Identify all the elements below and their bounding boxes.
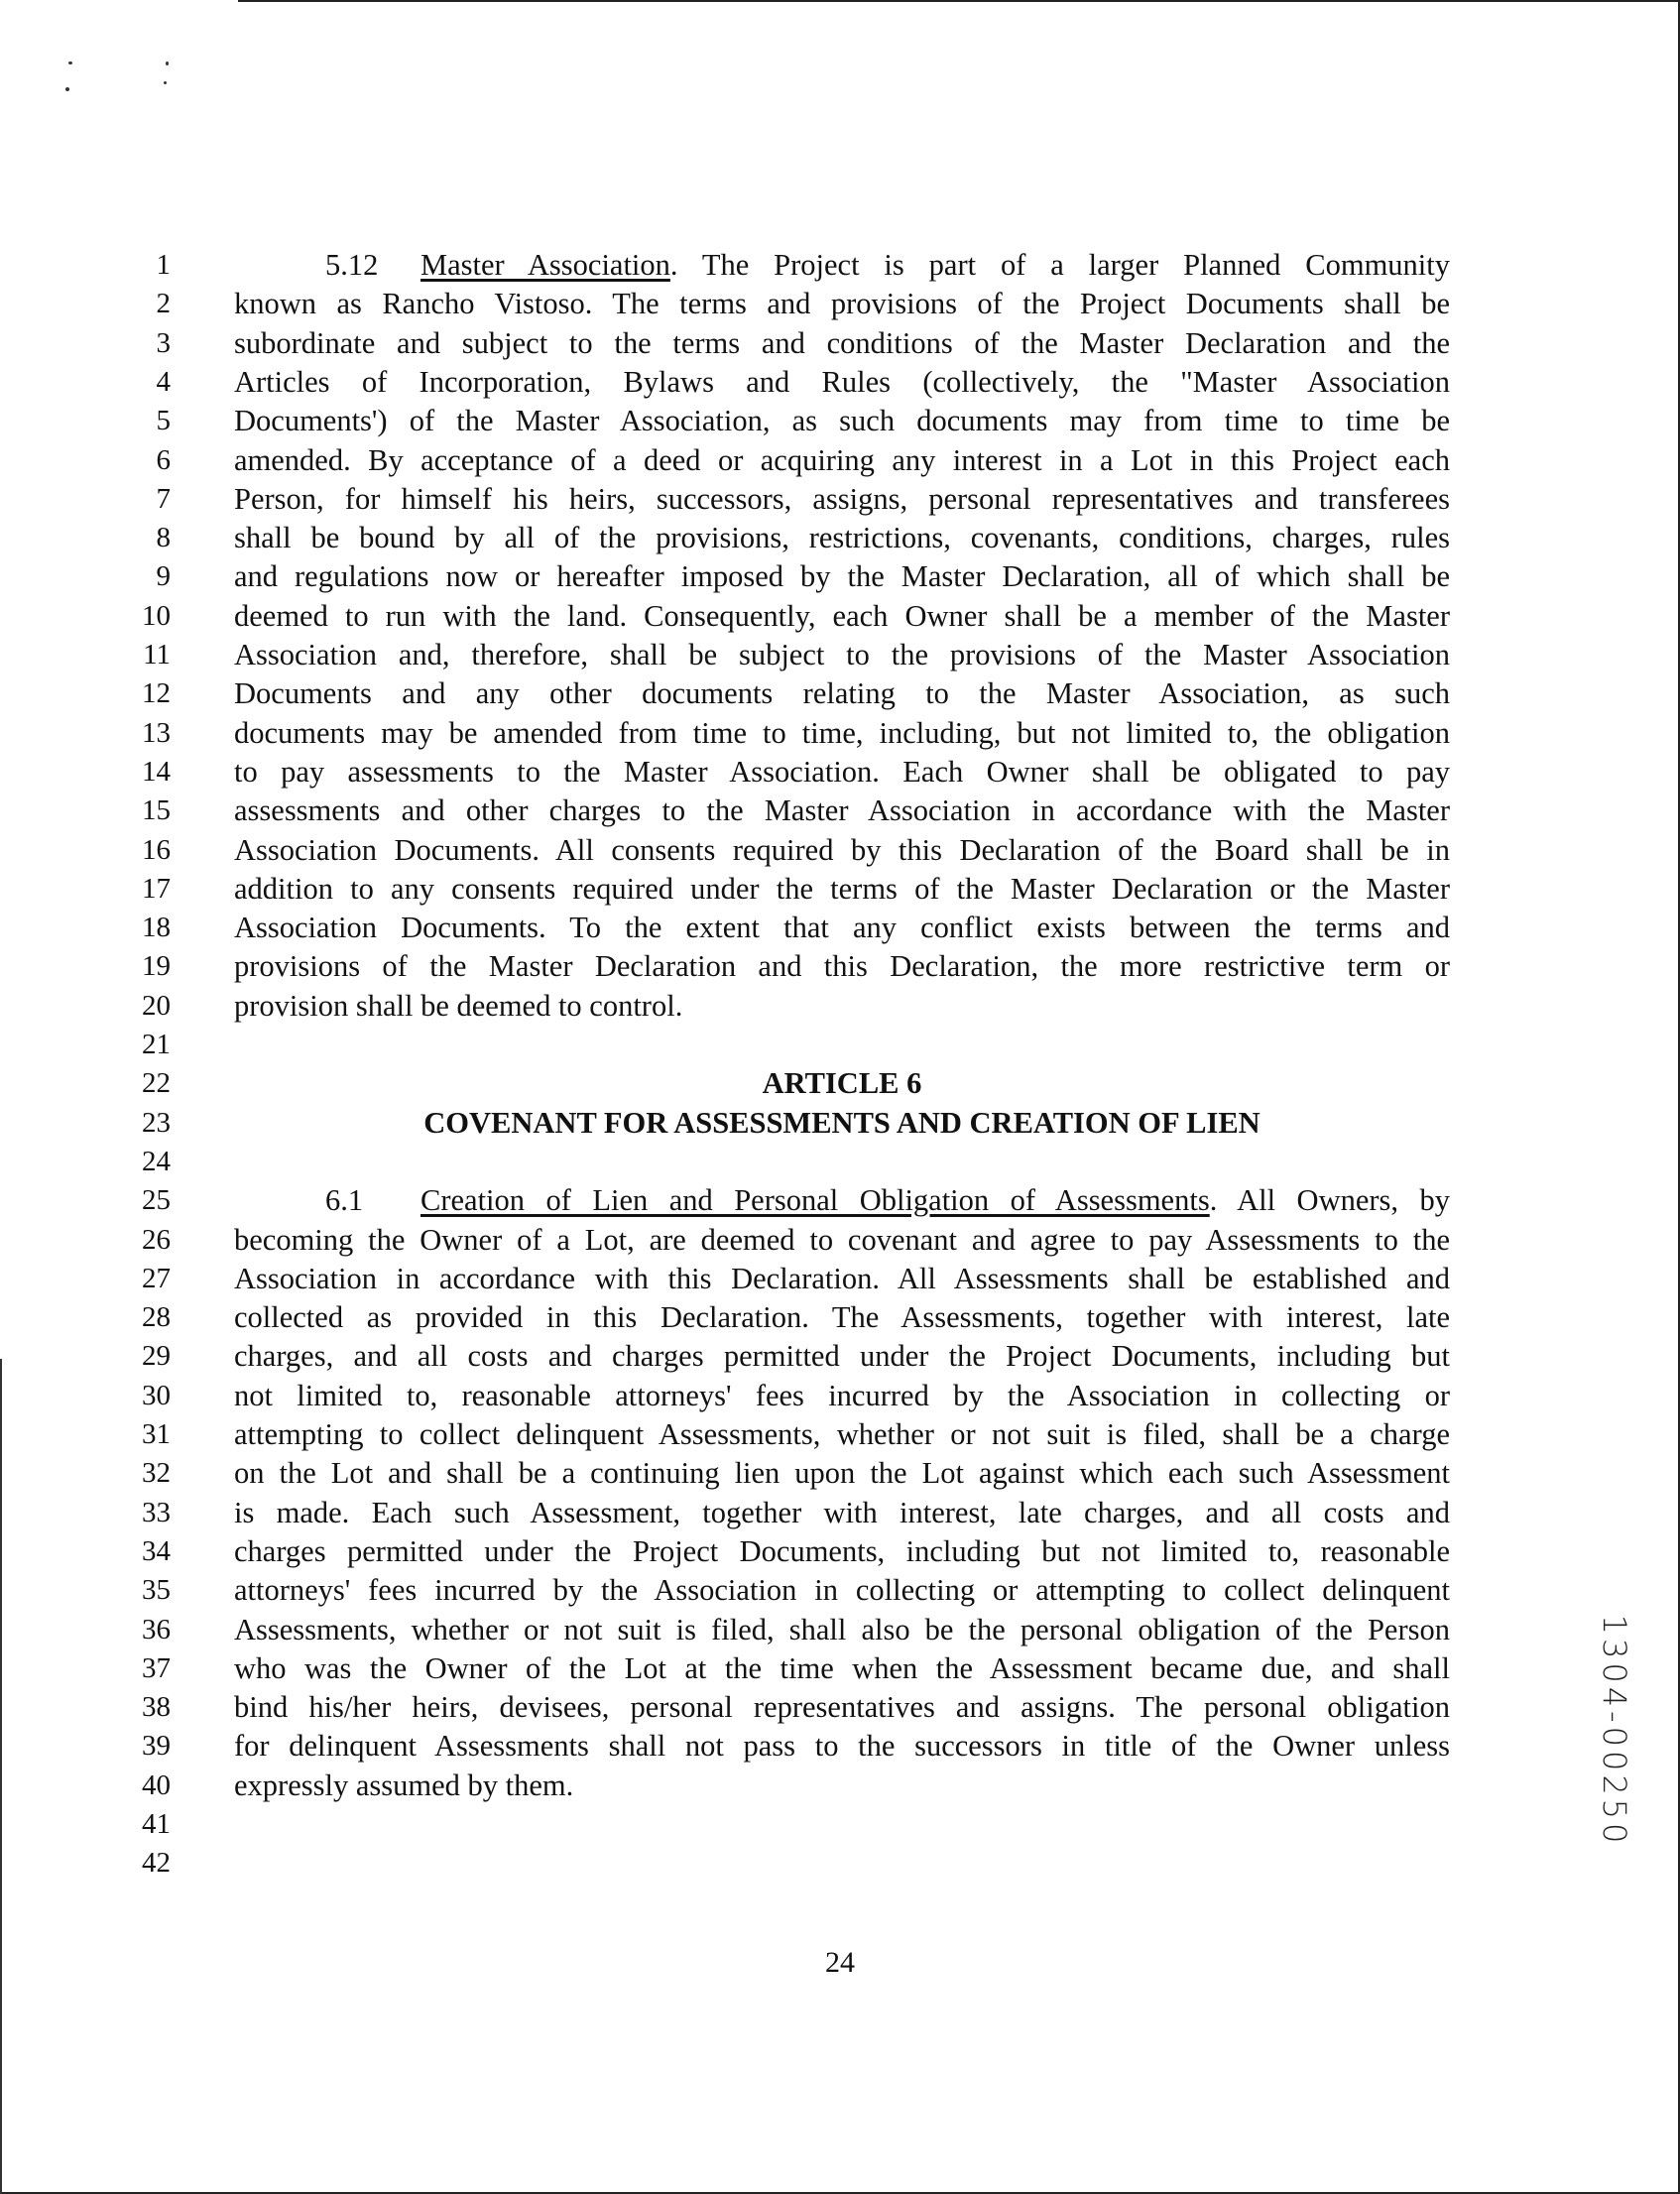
paragraph-line: attorneys' fees incurred by the Association in collecting or attempting to collect delinquent	[234, 1573, 1450, 1608]
paragraph-line: charges, and all costs and charges permitted under the Project Documents, including but	[234, 1339, 1450, 1374]
line-number: 2	[156, 288, 171, 320]
line-number: 17	[142, 872, 171, 905]
paragraph-line: Association Documents. All consents required by this Declaration of the Board shall be in	[234, 832, 1450, 867]
paragraph-line: collected as provided in this Declaration. The Assessments, together with interest, late	[234, 1300, 1450, 1335]
document-line	[0, 830, 1680, 870]
scan-speck	[164, 81, 167, 84]
document-line	[0, 1297, 1680, 1337]
line-number: 40	[142, 1768, 171, 1801]
recording-stamp	[1595, 1597, 1634, 1865]
line-number: 38	[142, 1691, 171, 1724]
document-line	[0, 946, 1680, 986]
recording-stamp-text: 1304-00250	[1596, 1614, 1633, 1848]
line-number: 23	[142, 1106, 171, 1139]
paragraph-line: Association in accordance with this Declaration. All Assessments shall be established and	[234, 1261, 1450, 1295]
document-line	[0, 1063, 1680, 1103]
paragraph-line: deemed to run with the land. Consequently, each Owner shall be a member of the Master	[234, 598, 1450, 633]
paragraph-line: documents may be amended from time to time, including, but not limited to, the obligation	[234, 715, 1450, 750]
line-number: 42	[142, 1847, 171, 1880]
paragraph-line: charges permitted under the Project Documents, including but not limited to, reasonable	[234, 1533, 1450, 1568]
line-number: 26	[142, 1223, 171, 1256]
line-number: 15	[142, 794, 171, 827]
paragraph-line: to pay assessments to the Master Association. Each Owner shall be obligated to pay	[234, 754, 1450, 789]
document-line	[0, 1180, 1680, 1220]
line-number: 36	[142, 1613, 171, 1646]
document-line	[0, 1259, 1680, 1298]
scan-speck	[68, 61, 72, 64]
section-text: . All Owners, by	[1209, 1183, 1450, 1218]
line-number: 31	[142, 1418, 171, 1450]
line-number: 11	[143, 639, 171, 670]
line-number: 30	[142, 1379, 171, 1411]
article-title: COVENANT FOR ASSESSMENTS AND CREATION OF LIEN	[423, 1105, 1260, 1140]
paragraph-line: Documents') of the Master Association, as such documents may from time to time be	[234, 404, 1450, 438]
document-line	[0, 1610, 1680, 1649]
paragraph-line: for delinquent Assessments shall not pass to the successors in title of the Owner unless	[234, 1729, 1450, 1764]
article-label: ARTICLE 6	[762, 1066, 922, 1101]
line-number: 14	[142, 755, 171, 788]
paragraph-line	[325, 1180, 1450, 1220]
paragraph-line: attempting to collect delinquent Assessments, whether or not suit is filed, shall be a charge	[234, 1417, 1450, 1451]
document-line	[0, 1414, 1680, 1454]
document-line	[0, 791, 1680, 830]
paragraph-line: becoming the Owner of a Lot, are deemed to covenant and agree to pay Assessments to the	[234, 1222, 1450, 1257]
document-line	[0, 362, 1680, 402]
document-line	[0, 1103, 1680, 1143]
document-line	[0, 284, 1680, 323]
document-line	[0, 518, 1680, 557]
document-line	[0, 1376, 1680, 1415]
paragraph-line: on the Lot and shall be a continuing lien upon the Lot against which each such Assessment	[234, 1456, 1450, 1491]
line-number: 28	[142, 1301, 171, 1334]
paragraph-line: shall be bound by all of the provisions, restrictions, covenants, conditions, charges, rules	[234, 521, 1450, 555]
document-line	[0, 440, 1680, 480]
paragraph-line: bind his/her heirs, devisees, personal representatives and assigns. The personal obligation	[234, 1690, 1450, 1725]
document-line	[0, 869, 1680, 909]
document-line	[0, 752, 1680, 792]
line-number: 41	[142, 1808, 171, 1840]
section-number: 6.1	[325, 1183, 364, 1218]
line-number: 34	[142, 1534, 171, 1567]
line-number: 10	[142, 599, 171, 632]
section-title: Master Association	[420, 248, 670, 282]
document-line	[0, 1804, 1680, 1844]
paragraph-line: Documents and any other documents relating to the Master Association, as such	[234, 676, 1450, 711]
paragraph-line: amended. By acceptance of a deed or acquiring any interest in a Lot in this Project each	[234, 442, 1450, 477]
paragraph-line: subordinate and subject to the terms and conditions of the Master Declaration and the	[234, 325, 1450, 360]
line-number: 7	[156, 482, 171, 515]
paragraph-line	[325, 245, 1450, 285]
paragraph-line: known as Rancho Vistoso. The terms and provisions of the Project Documents shall be	[234, 287, 1450, 321]
line-number: 24	[142, 1145, 171, 1177]
paragraph-line: provision shall be deemed to control.	[234, 988, 683, 1023]
line-number: 25	[142, 1184, 171, 1217]
paragraph-line: who was the Owner of the Lot at the time when the Assessment became due, and shall	[234, 1650, 1450, 1685]
document-line	[0, 596, 1680, 636]
document-line	[0, 1142, 1680, 1181]
document-line	[0, 986, 1680, 1026]
document-line	[0, 713, 1680, 753]
document-line	[0, 635, 1680, 674]
document-line	[0, 1570, 1680, 1610]
document-line	[0, 245, 1680, 285]
line-number: 33	[142, 1496, 171, 1528]
paragraph-line: provisions of the Master Declaration and this Declaration, the more restrictive term or	[234, 949, 1450, 984]
paragraph-line: addition to any consents required under the terms of the Master Declaration or the Master	[234, 871, 1450, 906]
paragraph-line: Person, for himself his heirs, successors, assigns, personal representatives and transferees	[234, 481, 1450, 516]
line-number: 39	[142, 1730, 171, 1763]
line-number: 5	[156, 405, 171, 437]
line-number: 21	[142, 1029, 171, 1060]
line-number: 12	[142, 677, 171, 710]
line-number: 8	[156, 522, 171, 554]
paragraph-line: Articles of Incorporation, Bylaws and Rules (collectively, the "Master Association	[234, 364, 1450, 399]
paragraph-line: not limited to, reasonable attorneys' fees incurred by the Association in collecting or	[234, 1378, 1450, 1412]
document-line	[0, 556, 1680, 596]
paragraph-line: expressly assumed by them.	[234, 1767, 574, 1802]
line-number: 29	[142, 1340, 171, 1373]
document-line	[0, 673, 1680, 713]
paragraph-line: and regulations now or hereafter imposed by the Master Declaration, all of which shall be	[234, 559, 1450, 594]
section-number: 5.12	[325, 248, 379, 282]
line-number: 20	[142, 989, 171, 1022]
document-line	[0, 401, 1680, 440]
document-line	[0, 1726, 1680, 1766]
line-number: 32	[142, 1457, 171, 1490]
document-line	[0, 1220, 1680, 1260]
paragraph-line: Association Documents. To the extent that any conflict exists between the terms and	[234, 911, 1450, 945]
line-number: 6	[156, 443, 171, 476]
page-border-top	[238, 0, 1680, 2]
line-number: 3	[156, 326, 171, 359]
paragraph-line: Association and, therefore, shall be subject to the provisions of the Master Association	[234, 638, 1450, 671]
section-title: Creation of Lien and Personal Obligation of Assessments	[420, 1183, 1210, 1218]
line-number: 1	[156, 249, 171, 281]
paragraph-line: is made. Each such Assessment, together with interest, late charges, and all costs and	[234, 1495, 1450, 1529]
line-number: 18	[142, 912, 171, 944]
line-number: 37	[142, 1651, 171, 1684]
paragraph-line: assessments and other charges to the Master Association in accordance with the Master	[234, 793, 1450, 828]
document-line	[0, 1531, 1680, 1571]
document-line	[0, 1453, 1680, 1493]
line-number: 13	[142, 716, 171, 749]
paragraph-line: Assessments, whether or not suit is filed, shall also be the personal obligation of the Person	[234, 1612, 1450, 1646]
section-text: . The Project is part of a larger Planned Community	[669, 248, 1450, 282]
document-line	[0, 1687, 1680, 1727]
page-number: 24	[825, 1946, 855, 1979]
document-line	[0, 1336, 1680, 1376]
scan-speck	[65, 87, 69, 91]
document-line	[0, 479, 1680, 519]
line-number: 16	[142, 833, 171, 866]
line-number: 27	[142, 1262, 171, 1294]
document-line	[0, 908, 1680, 947]
document-line	[0, 1843, 1680, 1883]
document-line	[0, 323, 1680, 363]
line-number: 19	[142, 950, 171, 983]
document-line	[0, 1025, 1680, 1064]
document-line	[0, 1493, 1680, 1532]
document-line	[0, 1766, 1680, 1805]
line-number: 9	[156, 560, 171, 593]
line-number: 4	[156, 365, 171, 398]
line-number: 35	[142, 1574, 171, 1607]
document-line	[0, 1648, 1680, 1688]
scan-speck	[166, 61, 169, 65]
line-number: 22	[142, 1067, 171, 1100]
